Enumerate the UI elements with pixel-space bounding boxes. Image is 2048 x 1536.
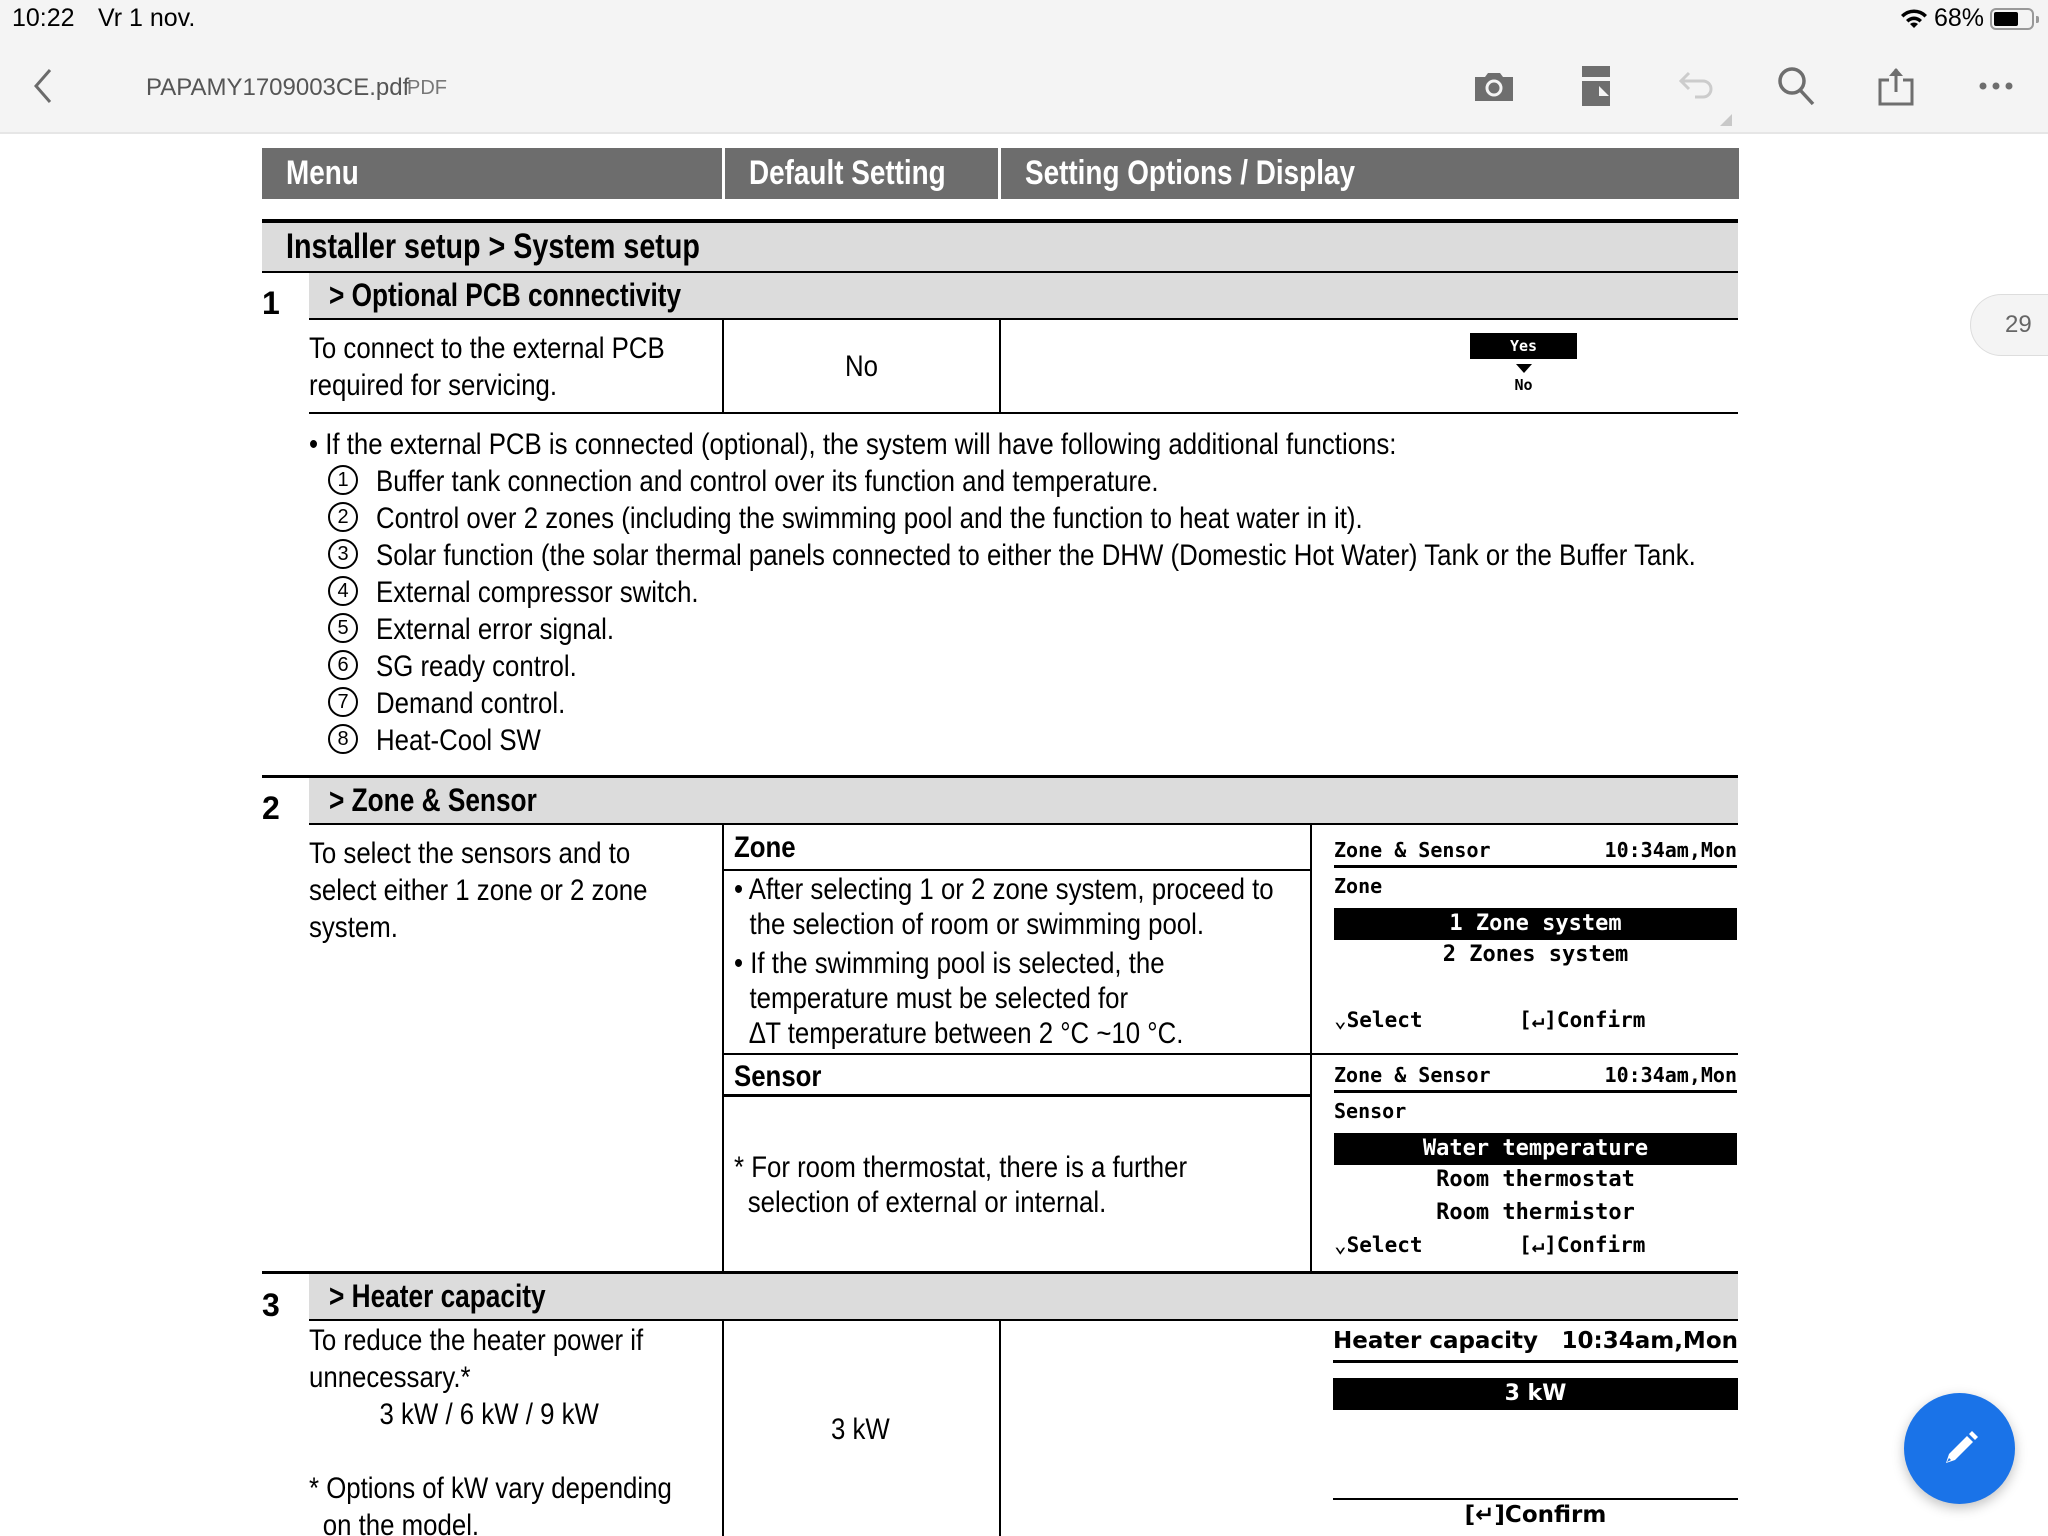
screen-footer xyxy=(1334,1233,1737,1257)
screen-title: Zone & Sensor xyxy=(1334,838,1491,862)
table-header xyxy=(262,148,1739,199)
divider xyxy=(309,823,1738,825)
section-title-optional-pcb: > Optional PCB connectivity xyxy=(309,273,1738,318)
section3-default: 3 kW xyxy=(831,1413,890,1446)
section3-description: To reduce the heater power if unnecessary.* 3 kW / 6 kW / 9 kW * Options of kW vary depending on the model. xyxy=(309,1324,672,1536)
edit-button[interactable] xyxy=(1904,1393,2015,1504)
header-setting-options: Setting Options / Display xyxy=(1001,148,1739,199)
page-layout-button[interactable] xyxy=(1572,62,1620,110)
undo-icon xyxy=(1677,71,1715,101)
divider xyxy=(309,318,1738,320)
list-item: 2 Control over 2 zones (including the swimming pool and the function to heat water in it). xyxy=(328,500,1523,537)
more-button[interactable] xyxy=(1972,62,2020,110)
list-item: 4 External compressor switch. xyxy=(328,574,751,611)
divider xyxy=(722,869,1310,871)
app-toolbar xyxy=(0,0,2048,134)
zone-screen xyxy=(1334,838,1737,1038)
section2-description: To select the sensors and to select either 1 zone or 2 zone system. xyxy=(309,837,648,944)
wifi-icon xyxy=(1900,8,1928,30)
status-date: Vr 1 nov. xyxy=(98,4,196,32)
section-number: 3 xyxy=(262,1287,280,1323)
selected-option: 3 kW xyxy=(1333,1378,1738,1410)
battery-percent: 68% xyxy=(1933,4,1984,32)
page-layout-icon xyxy=(1581,66,1611,106)
undo-button[interactable] xyxy=(1672,62,1720,110)
divider xyxy=(722,1053,1738,1055)
document-title: PAPAMY1709003CE.pdf xyxy=(146,74,410,101)
screen-clock: 10:34am,Mon xyxy=(1604,838,1737,862)
option: Room thermistor xyxy=(1436,1200,1635,1225)
header-menu: Menu xyxy=(262,148,722,199)
section-title-heater-capacity: > Heater capacity xyxy=(309,1274,1738,1319)
pencil-icon xyxy=(1940,1429,1980,1469)
breadcrumb: Installer setup > System setup xyxy=(262,223,1738,271)
list-item: 1 Buffer tank connection and control over its function and temperature. xyxy=(328,463,1286,500)
divider xyxy=(309,412,1738,414)
list-item: 3 Solar function (the solar thermal panels connected to either the DHW (Domestic Hot Water) Tank or the Buffer Tank. xyxy=(328,537,1911,574)
more-icon xyxy=(1978,81,2014,91)
camera-button[interactable] xyxy=(1470,62,1518,110)
pcb-option-no: No xyxy=(1514,376,1533,394)
divider xyxy=(1333,1498,1738,1500)
divider xyxy=(999,320,1001,414)
section-number: 1 xyxy=(262,285,280,321)
screen-subtitle: Zone xyxy=(1334,874,1383,898)
section-title-zone-sensor: > Zone & Sensor xyxy=(309,778,1738,823)
screen-title: Zone & Sensor xyxy=(1334,1063,1491,1087)
share-icon xyxy=(1878,66,1914,106)
battery-icon xyxy=(1990,8,2034,30)
select-hint: ⌄Select xyxy=(1334,1233,1423,1257)
pcb-option-yes: Yes xyxy=(1470,333,1577,359)
search-icon xyxy=(1777,66,1815,106)
confirm-hint: [↵]Confirm xyxy=(1519,1233,1646,1257)
divider xyxy=(309,1319,1738,1321)
zone-notes: • After selecting 1 or 2 zone system, proceed to the selection of room or swimming pool. • If the swimming pool is selected, the temperature must be selected for ∆T temperature between 2 °C ~10 °C. xyxy=(734,873,1274,1050)
heater-screen xyxy=(1333,1328,1738,1536)
divider xyxy=(722,823,724,1273)
screen-header xyxy=(1334,1063,1737,1093)
screen-title: Heater capacity xyxy=(1333,1328,1538,1354)
section1-note-intro: • If the external PCB is connected (optional), the system will have following additional functions: xyxy=(309,428,1397,461)
back-button[interactable] xyxy=(28,66,58,106)
section1-description: To connect to the external PCB required for servicing. xyxy=(309,332,665,402)
screen-header xyxy=(1334,838,1737,868)
camera-icon xyxy=(1475,71,1513,101)
sensor-notes: * For room thermostat, there is a further selection of external or internal. xyxy=(734,1151,1188,1219)
selected-option: 1 Zone system xyxy=(1334,908,1737,940)
divider xyxy=(722,320,724,414)
list-item: 6 SG ready control. xyxy=(328,648,609,685)
section1-default: No xyxy=(845,350,878,383)
list-item: 7 Demand control. xyxy=(328,685,596,722)
list-item: 8 Heat-Cool SW xyxy=(328,722,568,759)
chevron-left-icon xyxy=(28,66,58,106)
zone-label: Zone xyxy=(734,831,796,864)
document-type: PDF xyxy=(407,77,447,99)
selected-option: Water temperature xyxy=(1334,1133,1737,1165)
section-number: 2 xyxy=(262,790,280,826)
sensor-label: Sensor xyxy=(734,1060,822,1093)
arrow-down-icon xyxy=(1516,364,1532,373)
screen-subtitle: Sensor xyxy=(1334,1099,1407,1123)
divider xyxy=(722,1321,724,1536)
select-hint: ⌄Select xyxy=(1334,1008,1423,1032)
option: 2 Zones system xyxy=(1442,942,1629,967)
screen-header xyxy=(1333,1328,1738,1363)
option: Room thermostat xyxy=(1436,1167,1635,1192)
search-button[interactable] xyxy=(1772,62,1820,110)
confirm-hint: [↵]Confirm xyxy=(1464,1502,1607,1528)
undo-menu-indicator xyxy=(1720,114,1732,126)
screen-clock: 10:34am,Mon xyxy=(1604,1063,1737,1087)
share-button[interactable] xyxy=(1872,62,1920,110)
status-indicators xyxy=(1900,4,2034,33)
page-number-indicator[interactable]: 29 xyxy=(1970,294,2048,356)
header-default-setting: Default Setting xyxy=(725,148,998,199)
divider xyxy=(999,1321,1001,1536)
sensor-screen xyxy=(1334,1063,1737,1268)
status-time: 10:22 xyxy=(12,4,75,32)
confirm-hint: [↵]Confirm xyxy=(1519,1008,1646,1032)
screen-clock: 10:34am,Mon xyxy=(1561,1328,1738,1354)
list-item: 5 External error signal. xyxy=(328,611,653,648)
divider xyxy=(722,1094,1310,1097)
screen-footer xyxy=(1334,1008,1737,1032)
